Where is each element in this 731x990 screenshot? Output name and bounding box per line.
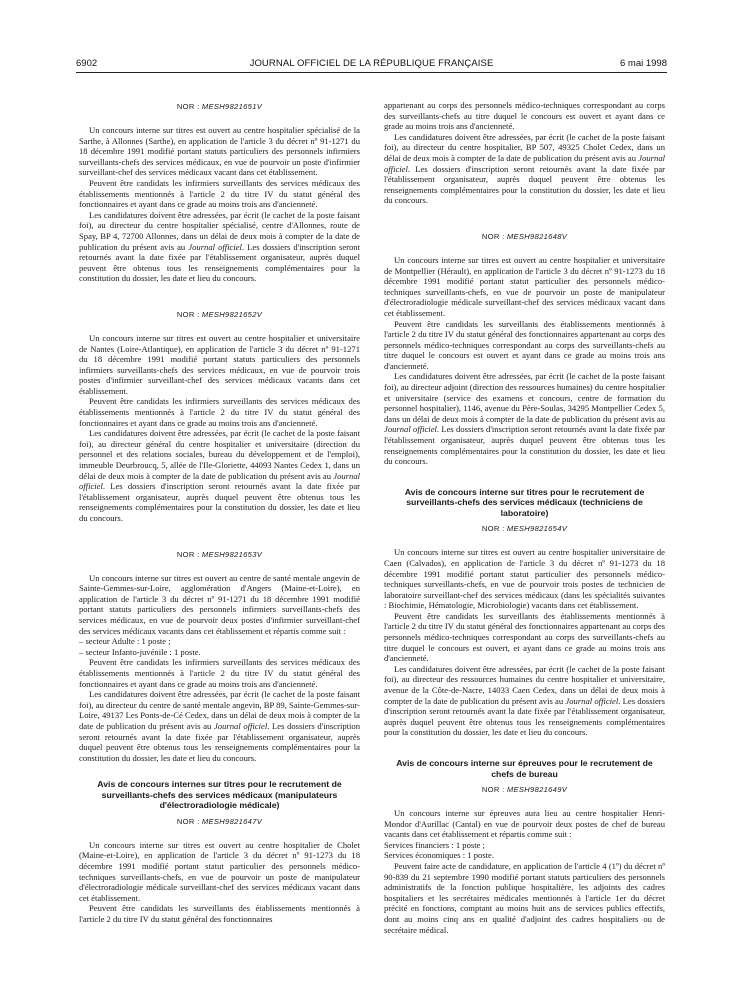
journal-officiel-ref: Journal officiel (384, 424, 437, 435)
paragraph: Un concours interne sur épreuves aura lieu au centre hospitalier Henri-Mondor d'Aurillac (Cantal) en vue de pourvoir deux postes de chef de bureau vacants dans cet établissement et répartis comme suit : (384, 808, 665, 840)
list-item: Services économiques : 1 poste. (384, 850, 495, 861)
paragraph: Peuvent être candidats les surveillants des établissements mentionnés à l'article 2 du titre IV du statut général des fonctionnaires appartenant au corps des personnels médico-techniques correspondant au corps des surveillants-chefs au titre duquel le concours est ouvert, et ayant dans ce grade au moins trois ans d'ancienneté. (384, 610, 665, 664)
paragraph: Un concours interne sur titres est ouvert au centre hospitalier et universitaire de Montpellier (Hérault), en application de l'article 3 du décret nº 91-1273 du 18 décembre 1991 modifié portant statut particulier des personnels médico-techniques surveillants-chefs, en vue de pourvoir un poste de manipulateur d'électroradiologie médicale surveillant-chef des services médicaux vacant dans cet établissement. (384, 254, 665, 318)
paragraph: Un concours interne sur titres est ouvert au centre hospitalier universitaire de Caen (Calvados), en application de l'article 3 du décret nº 91-1273 du 18 décembre 1991 modifié portant statut particulier des personnels médico-techniques surveillants-chefs, en vue de pourvoir trois postes de technicien de laboratoire surveillant-chef des services médicaux (dans les spécialités suivantes : Biochimie, Hématologie, Microbiologie) vacants dans cet établissement. (384, 547, 665, 611)
paragraph: Les candidatures doivent être adressées, par écrit (le cachet de la poste faisant foi), au directeur des ressources humaines du centre hospitalier et universitaire, avenue de la Côte-de-Nacre, 14033 Caen Cedex, dans un délai de deux mois à compter de la date de publication du présent avis au Journal officiel. Les dossiers d'inscription seront retournés avant la date fixée par l'établissement organisateur, auprès duquel peuvent être obtenus tous les renseignements complémentaires pour la constitution du dossier, les date et lieu du concours. (384, 663, 665, 738)
paragraph: Peuvent être candidats les infirmiers surveillants des services médicaux des établissements mentionnés à l'article 2 du titre IV du statut général des fonctionnaires et ayant dans ce grade au moins trois ans d'ancienneté. (79, 396, 360, 428)
journal-title: JOURNAL OFFICIEL DE LA RÉPUBLIQUE FRANÇAISE (249, 58, 494, 69)
left-column (79, 96, 360, 976)
paragraph: Les candidatures doivent être adressées, par écrit (le cachet de la poste faisant foi), au directeur du centre hospitalier spécialisé, centre d'Allonnes, route de Spay, BP 4, 72700 Allonnes, dans un délai de deux mois à compter de la date de publication du présent avis au Journal officiel. Les dossiers d'inscription seront retournés avant la date fixée par l'établissement organisateur, auprès duquel peuvent être obtenus tous les renseignements complémentaires pour la constitution du dossier, les date et lieu du concours. (79, 209, 360, 284)
issue-date: 6 mai 1998 (619, 58, 667, 69)
page-header (76, 58, 667, 72)
journal-officiel-ref: Journal officiel (384, 152, 665, 174)
paragraph: Un concours interne sur titres est ouvert au centre de santé mentale angevin de Sainte-Gemmes-sur-Loire, agglomération d'Angers (Maine-et-Loire), en application de l'article 3 du décret nº 91-1271 du 18 décembre 1991 modifié portant statuts particuliers des personnels infirmiers surveillants-chefs des services médicaux, en vue de pourvoir deux postes d'infirmier surveillant-chef des services médicaux vacants dans cet établissement et répartis comme suit : (79, 572, 360, 636)
paragraph: Les candidatures doivent être adressées, par écrit (le cachet de la poste faisant foi), au directeur général du centre hospitalier et universitaire (direction du personnel et des relations sociales, bureau du développement et de l'emploi), immeuble Deurbroucq, 5, allée de l'Ile-Gloriette, 44093 Nantes Cedex 1, dans un délai de deux mois à compter de la date de publication du présent avis au Journal officiel. Les dossiers d'inscription seront retournés avant la date fixée par l'établissement organisateur, auprès duquel peuvent être obtenus tous les renseignements complémentaires pour la constitution du dossier, les date et lieu du concours. (79, 428, 360, 523)
paragraph: Peuvent être candidats les infirmiers surveillants des services médicaux des établissements mentionnés à l'article 2 du titre IV du statut général des fonctionnaires et ayant dans ce grade au moins trois ans d'ancienneté. (79, 657, 360, 689)
list-item: Services financiers : 1 poste ; (384, 839, 485, 850)
nor-reference: NOR : MESH9821654V (481, 524, 568, 534)
paragraph: Les candidatures doivent être adressées, par écrit (le cachet de la poste faisant foi), au directeur adjoint (direction des ressources humaines) du centre hospitalier et universitaire (service des examens et concours, centre de formation du personnel hospitalier), 1146, avenue du Père-Soulas, 34295 Montpellier Cedex 5, dans un délai de deux mois à compter de la date de publication du présent avis au Journal officiel. Les dossiers d'inscription seront retournés avant la date fixée par l'établissement organisateur, auprès duquel peuvent être obtenus tous les renseignements complémentaires pour la constitution du dossier, les date et lieu du concours. (384, 371, 665, 467)
list-item: – secteur Infanto-juvénile : 1 poste. (79, 646, 201, 657)
header-rule (76, 72, 667, 73)
right-column (384, 100, 665, 980)
paragraph: Un concours interne sur titres est ouvert au centre hospitalier de Cholet (Maine-et-Loire), en application de l'article 3 du décret nº 91-1273 du 18 décembre 1991 modifié portant statut particulier des personnels médico-techniques surveillants-chefs, en vue de pourvoir un poste de manipulateur d'électroradiologie médicale surveillant-chef des services médicaux vacant dans cet établissement. (79, 839, 360, 903)
paragraph: Peuvent être candidats les infirmiers surveillants des services médicaux des établissements mentionnés à l'article 2 du titre IV du statut général des fonctionnaires et ayant dans ce grade au moins trois ans d'ancienneté. (79, 177, 360, 210)
nor-reference: NOR : MESH9821652V (176, 309, 263, 319)
paragraph: Les candidatures doivent être adressées, par écrit (le cachet de la poste faisant foi), au directeur du centre hospitalier, BP 507, 49325 Cholet Cedex, dans un délai de deux mois à compter de la date de publication du présent avis au Journal officiel. Les dossiers d'inscription seront retournés avant la date fixée par l'établissement organisateur, auprès duquel peuvent être obtenus les renseignements complémentaires pour la constitution du dossier, les date et lieu du concours. (384, 131, 665, 206)
section-heading: Avis de concours interne sur épreuves pour le recrutement de chefs de bureau (396, 758, 653, 779)
section-heading: Avis de concours internes sur titres pour le recrutement de surveillants-chefs des services médicaux (manipulateurs d'électroradiologie médicale) (97, 779, 342, 811)
paragraph: appartenant au corps des personnels médico-techniques correspondant au corps des surveillants-chefs au titre duquel le concours est ouvert et ayant dans ce grade au moins trois ans d'ancienneté. (384, 100, 665, 132)
paragraph: Les candidatures doivent être adressées, par écrit (le cachet de la poste faisant foi), au directeur du centre de santé mentale angevin, BP 89, Sainte-Gemmes-sur-Loire, 49137 Les Ponts-de-Cé Cedex, dans un délai de deux mois à compter de la date de publication du présent avis au Journal officiel. Les dossiers d'inscription seront retournés avant la date fixée par l'établissement organisateur, auprès duquel peuvent être obtenus tous les renseignements complémentaires pour la constitution du dossier, les date et lieu du concours. (79, 689, 360, 763)
nor-reference: NOR : MESH9821648V (481, 231, 568, 241)
nor-reference: NOR : MESH9821653V (176, 549, 263, 559)
journal-officiel-ref: Journal officiel (79, 470, 360, 492)
paragraph: Un concours interne sur titres est ouvert au centre hospitalier et universitaire de Nantes (Loire-Atlantique), en application de l'article 3 du décret nº 91-1271 du 18 décembre 1991 modifié portant statuts particuliers des personnels infirmiers surveillants-chefs des services médicaux, en vue de pourvoir trois postes d'infirmier surveillant-chef des services médicaux vacants dans cet établissement. (79, 332, 360, 396)
paragraph: Un concours interne sur titres est ouvert au centre hospitalier spécialisé de la Sarthe, à Allonnes (Sarthe), en application de l'article 3 du décret nº 91-1271 du 18 décembre 1991 modifié portant statuts particuliers des personnels infirmiers surveillants-chefs des services médicaux, en vue de pourvoir un poste d'infirmier surveillant-chef des services médicaux vacant dans cet établissement. (79, 125, 360, 178)
journal-officiel-ref: Journal officiel (213, 720, 268, 731)
list-item: – secteur Adulte : 1 poste ; (79, 636, 171, 647)
paragraph: Peuvent être candidats les surveillants des établissements mentionnés à l'article 2 du titre IV du statut général des fonctionnaires appartenant au corps des personnels médico-techniques correspondant au corps des surveillants-chefs au titre duquel le concours est ouvert et ayant dans ce grade au moins trois ans d'ancienneté. (384, 318, 665, 371)
nor-reference: NOR : MESH9821651V (176, 102, 263, 111)
paragraph: Peuvent faire acte de candidature, en application de l'article 4 (1º) du décret nº 90-839 du 21 septembre 1990 modifié portant statuts particuliers des personnels administratifs de la fonction publique hospitalière, les adjoints des cadres hospitaliers et les secrétaires médicales mentionnés à l'article 1er du décret précité en fonctions, comptant au moins huit ans de services publics effectifs, dont au moins cinq ans en qualité d'adjoint des cadres hospitaliers ou de secrétaire médical. (384, 860, 665, 935)
journal-officiel-ref: Journal officiel (188, 241, 242, 252)
section-heading: Avis de concours interne sur titres pour le recrutement de surveillants-chefs des services médicaux (techniciens de laboratoire) (404, 486, 645, 518)
journal-officiel-ref: Journal officiel (565, 695, 619, 706)
page-number: 6902 (76, 58, 98, 69)
nor-reference: NOR : MESH9821647V (176, 816, 263, 826)
nor-reference: NOR : MESH9821649V (481, 785, 568, 794)
paragraph: Peuvent être candidats les surveillants des établissements mentionnés à l'article 2 du titre IV du statut général des fonctionnaires (79, 903, 360, 924)
